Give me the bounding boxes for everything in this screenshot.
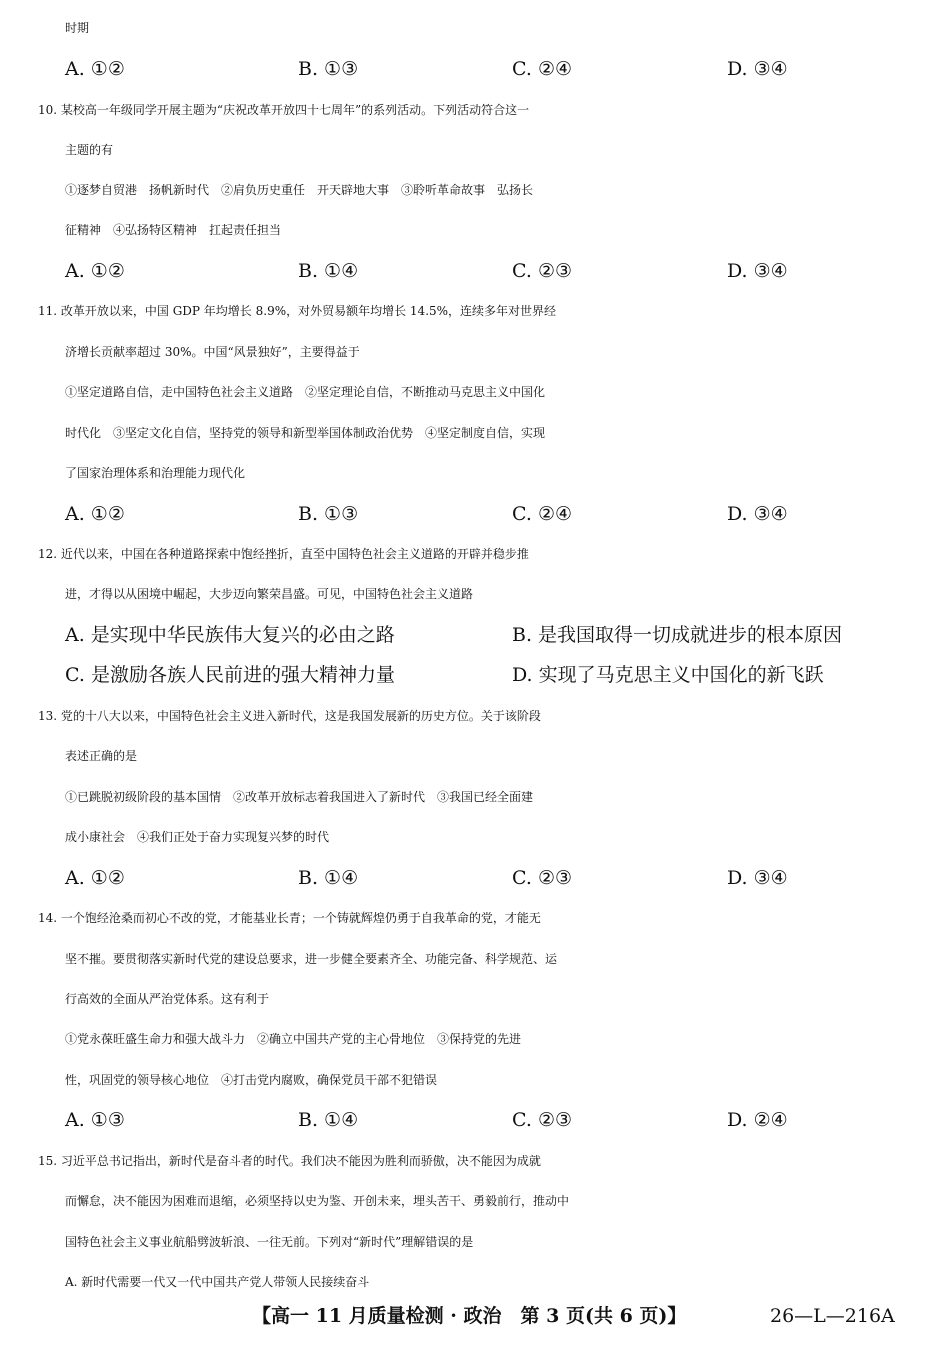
- question-15-stem: 而懈怠，决不能因为困难而退缩，必须坚持以史为鉴、开创未来，埋头苦干、勇毅前行，推动中: [65, 1194, 570, 1208]
- question-11-statements: 时代化 ③坚定文化自信，坚持党的领导和新型举国体制政治优势 ④坚定制度自信，实现: [65, 426, 546, 440]
- question-10-stem: 10. 某校高一年级同学开展主题为“庆祝改革开放四十七周年”的系列活动。下列活动符合这一: [38, 103, 530, 117]
- question-13-stem: 表述正确的是: [65, 749, 138, 763]
- option-c: C. ②④: [512, 58, 573, 80]
- question-12-stem: 12. 近代以来，中国在各种道路探索中饱经挫折，直至中国特色社会主义道路的开辟并稳步推: [38, 547, 529, 561]
- option-c: C. ②④: [512, 503, 573, 525]
- question-11-statements: 了国家治理体系和治理能力现代化: [65, 466, 246, 480]
- option-b: B. ①④: [298, 867, 359, 889]
- option-d: D. ③④: [727, 58, 788, 80]
- option-a: A. ①②: [65, 867, 125, 889]
- question-13-statements: 成小康社会 ④我们正处于奋力实现复兴梦的时代: [65, 830, 330, 844]
- option-c: C. 是激励各族人民前进的强大精神力量: [65, 664, 395, 686]
- question-10-stem: 主题的有: [65, 143, 114, 157]
- question-12-stem: 进，才得以从困境中崛起，大步迈向繁荣昌盛。可见，中国特色社会主义道路: [65, 587, 474, 601]
- footer-code: 26—L—216A: [770, 1305, 895, 1327]
- footer-title: 【高一 11 月质量检测 · 政治 第 3 页(共 6 页)】: [252, 1305, 687, 1327]
- question-13-statements: ①已跳脱初级阶段的基本国情 ②改革开放标志着我国进入了新时代 ③我国已经全面建: [65, 790, 534, 804]
- question-15-stem: 国特色社会主义事业航船劈波斩浪、一往无前。下列对“新时代”理解错误的是: [65, 1235, 474, 1249]
- option-d: D. 实现了马克思主义中国化的新飞跃: [512, 664, 824, 686]
- option-a: A. ①②: [65, 58, 125, 80]
- question-13-stem: 13. 党的十八大以来，中国特色社会主义进入新时代，这是我国发展新的历史方位。关于该阶段: [38, 709, 541, 723]
- question-14-stem: 14. 一个饱经沧桑而初心不改的党，才能基业长青；一个铸就辉煌仍勇于自我革命的党，才能无: [38, 911, 541, 925]
- question-11-statements: ①坚定道路自信，走中国特色社会主义道路 ②坚定理论自信，不断推动马克思主义中国化: [65, 385, 546, 399]
- option-c: C. ②③: [512, 1109, 573, 1131]
- option-a: A. 是实现中华民族伟大复兴的必由之路: [65, 624, 395, 646]
- question-text: 时期: [65, 21, 90, 35]
- option-a: A. ①③: [65, 1109, 125, 1131]
- option-b: B. ①④: [298, 1109, 359, 1131]
- option-d: D. ③④: [727, 260, 788, 282]
- question-11-stem: 济增长贡献率超过 30%。中国“风景独好”，主要得益于: [65, 345, 360, 359]
- option-a: A. ①②: [65, 503, 125, 525]
- option-c: C. ②③: [512, 867, 573, 889]
- question-14-statements: 性，巩固党的领导核心地位 ④打击党内腐败，确保党员干部不犯错误: [65, 1073, 438, 1087]
- question-10-statements: ①逐梦自贸港 扬帆新时代 ②肩负历史重任 开天辟地大事 ③聆听革命故事 弘扬长: [65, 183, 534, 197]
- option-a: A. 新时代需要一代又一代中国共产党人带领人民接续奋斗: [65, 1275, 370, 1289]
- question-14-statements: ①党永葆旺盛生命力和强大战斗力 ②确立中国共产党的主心骨地位 ③保持党的先进: [65, 1032, 522, 1046]
- question-10-statements: 征精神 ④弘扬特区精神 扛起责任担当: [65, 223, 282, 237]
- option-b: B. ①③: [298, 58, 359, 80]
- question-14-stem: 行高效的全面从严治党体系。这有利于: [65, 992, 270, 1006]
- option-b: B. ①③: [298, 503, 359, 525]
- page-footer: [0, 1300, 950, 1332]
- option-a: A. ①②: [65, 260, 125, 282]
- option-d: D. ②④: [727, 1109, 788, 1131]
- question-15-stem: 15. 习近平总书记指出，新时代是奋斗者的时代。我们决不能因为胜利而骄傲，决不能因为成就: [38, 1154, 541, 1168]
- option-c: C. ②③: [512, 260, 573, 282]
- question-14-stem: 坚不摧。要贯彻落实新时代党的建设总要求，进一步健全要素齐全、功能完备、科学规范、运: [65, 952, 558, 966]
- option-b: B. ①④: [298, 260, 359, 282]
- option-d: D. ③④: [727, 503, 788, 525]
- option-d: D. ③④: [727, 867, 788, 889]
- option-b: B. 是我国取得一切成就进步的根本原因: [512, 624, 843, 646]
- question-11-stem: 11. 改革开放以来，中国 GDP 年均增长 8.9%，对外贸易额年均增长 14.5%，连续多年对世界经: [38, 304, 557, 318]
